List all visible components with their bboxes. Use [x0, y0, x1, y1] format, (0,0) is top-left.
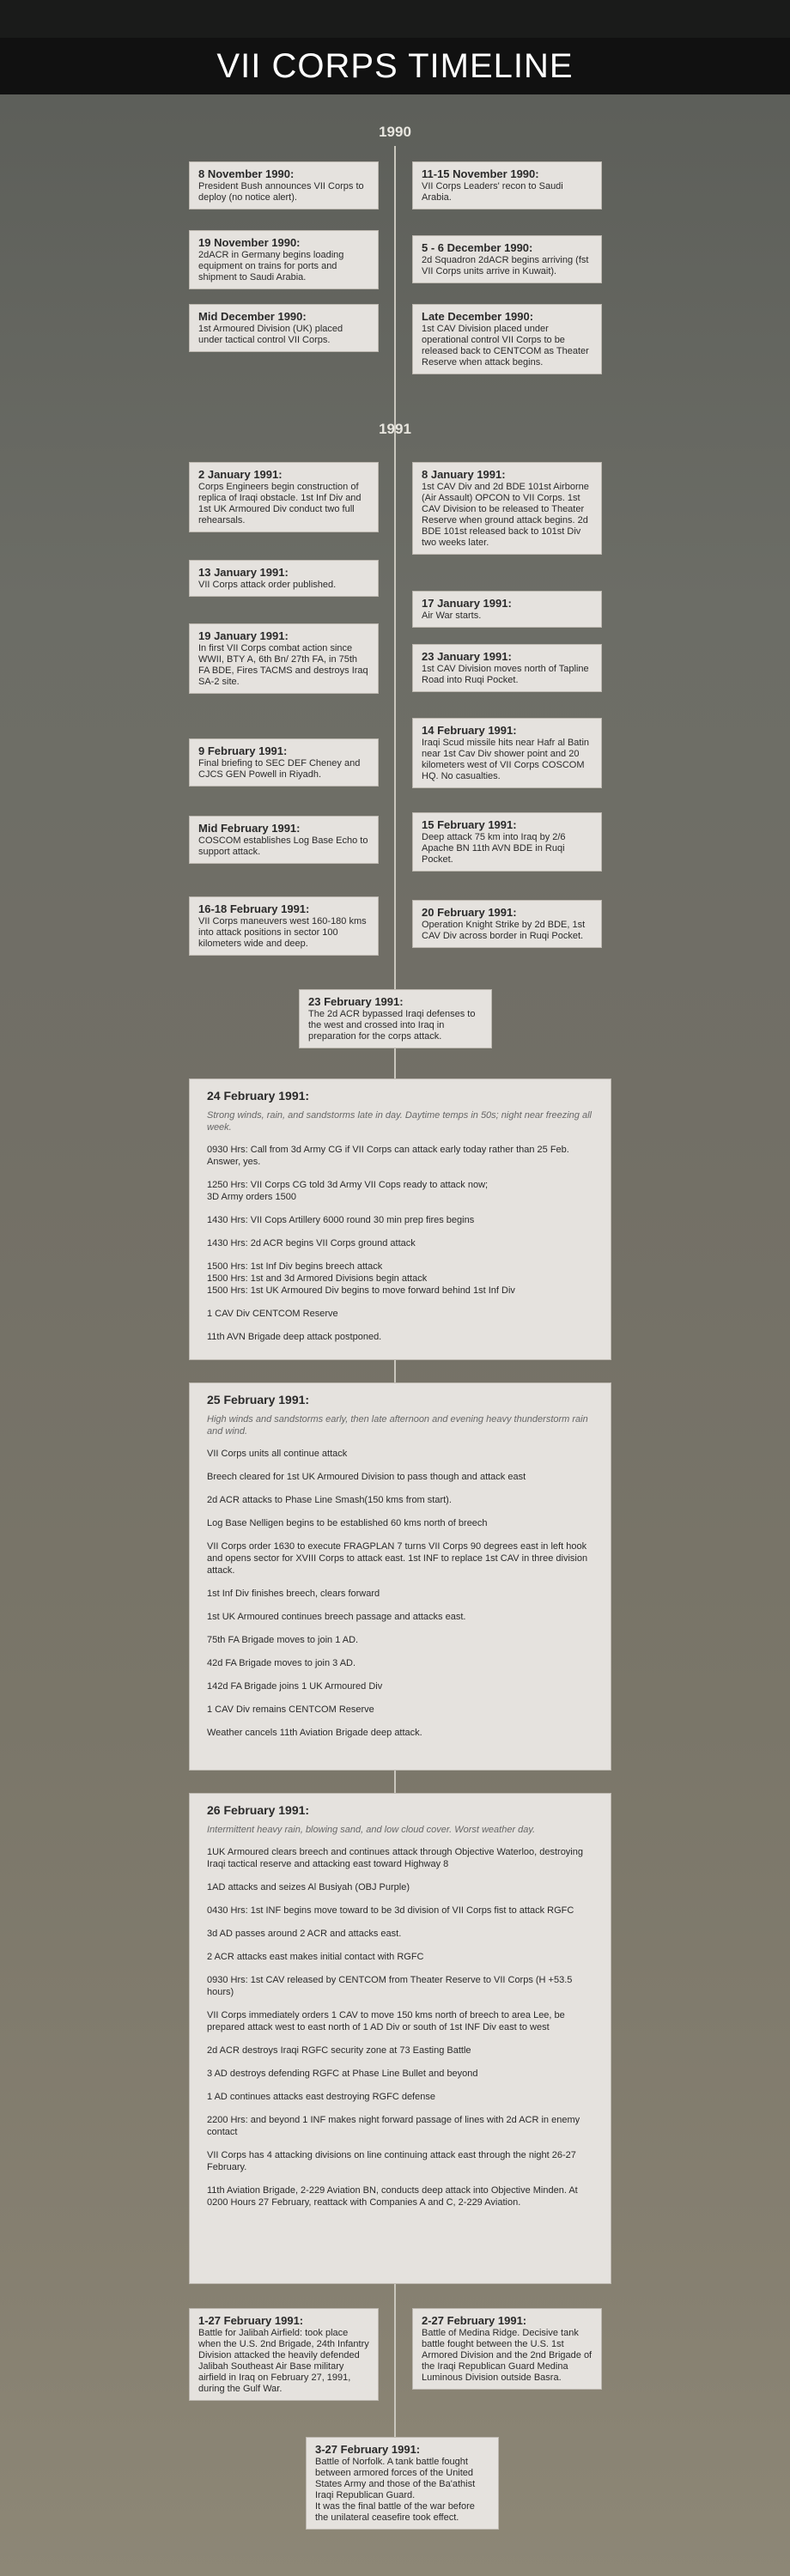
event-card: [189, 304, 379, 352]
event-card: [412, 900, 602, 948]
event-date: 19 November 1990:: [198, 236, 301, 249]
event-text: VII Corps Leaders' recon to Saudi Arabia.: [422, 181, 563, 203]
event-text: 1st CAV Division placed under operational control VII Corps to be released back to CENTCOM as Theater Reserve when attack begins.: [422, 324, 589, 368]
event-text: Battle for Jalibah Airfield: took place when the U.S. 2nd Brigade, 24th Infantry Division attacked the heavily defended Jalibah Southeast Air Base military airfield in Iraq on February 27, 1991, during the Gulf War.: [198, 2328, 369, 2394]
timeline-entry: 3d AD passes around 2 ACR and attacks east.: [207, 1929, 402, 1939]
event-text: VII Corps attack order published.: [198, 580, 337, 590]
timeline-entry: VII Corps units all continue attack: [207, 1449, 348, 1459]
event-text: Air War starts.: [422, 611, 482, 621]
event-text: Operation Knight Strike by 2d BDE, 1st CAV Div across border in Ruqi Pocket.: [422, 920, 586, 941]
event-date: 5 - 6 December 1990:: [422, 241, 533, 254]
event-text: In first VII Corps combat action since WWII, BTY A, 6th Bn/ 27th FA, in 75th FA BDE, Fires TACMS and destroys Iraq SA-2 site.: [198, 643, 368, 687]
weather-note: High winds and sandstorms early, then late afternoon and evening heavy thunderstorm rain and wind.: [207, 1414, 588, 1437]
day-card-feb24: [189, 1078, 611, 1360]
timeline-entry: 0930 Hrs: Call from 3d Army CG if VII Corps can attack early today rather than 25 Feb. Answer, yes.: [207, 1145, 569, 1167]
timeline-entry: 11th AVN Brigade deep attack postponed.: [207, 1332, 382, 1342]
timeline-entry: VII Corps has 4 attacking divisions on line continuing attack east through the night 26-27 February.: [207, 2150, 576, 2172]
event-text: President Bush announces VII Corps to deploy (no notice alert).: [198, 181, 364, 203]
timeline-entry: 142d FA Brigade joins 1 UK Armoured Div: [207, 1681, 383, 1692]
day-date: 25 February 1991:: [207, 1393, 310, 1406]
timeline-entry: 1250 Hrs: VII Corps CG told 3d Army VII Cops ready to attack now; 3D Army orders 1500: [207, 1180, 489, 1202]
event-date: 3-27 February 1991:: [315, 2443, 421, 2456]
event-text: COSCOM establishes Log Base Echo to support attack.: [198, 835, 368, 857]
event-date: 1-27 February 1991:: [198, 2314, 304, 2327]
event-text: Battle of Medina Ridge. Decisive tank battle fought between the U.S. 1st Armored Division and the 2nd Brigade of the Iraqi Republican Guard Medina Luminous Division outside Basra.: [422, 2328, 592, 2383]
event-date: 23 February 1991:: [308, 995, 404, 1008]
event-card: [412, 812, 602, 872]
timeline-entry: 3 AD destroys defending RGFC at Phase Line Bullet and beyond: [207, 2069, 478, 2079]
event-date: 13 January 1991:: [198, 566, 289, 579]
event-text: Deep attack 75 km into Iraq by 2/6 Apache BN 11th AVN BDE in Ruqi Pocket.: [422, 832, 566, 865]
timeline-entry: Weather cancels 11th Aviation Brigade deep attack.: [207, 1728, 422, 1738]
event-date: Mid February 1991:: [198, 822, 301, 835]
timeline-entry: Log Base Nelligen begins to be established 60 kms north of breech: [207, 1518, 488, 1528]
event-date: 8 January 1991:: [422, 468, 506, 481]
day-card-feb25: [189, 1382, 611, 1771]
event-date: Late December 1990:: [422, 310, 534, 323]
event-card: [412, 304, 602, 374]
day-date: 24 February 1991:: [207, 1089, 310, 1103]
year-heading: 1991: [379, 421, 411, 437]
event-date: 11-15 November 1990:: [422, 167, 539, 180]
timeline-entry: VII Corps order 1630 to execute FRAGPLAN 7 turns VII Corps 90 degrees east in left hook and opens sector for XVIII Corps to attack east. 1st INF to replace 1st CAV in three division attack.: [207, 1541, 588, 1576]
event-card: [412, 718, 602, 788]
battle-card: [189, 2308, 379, 2401]
event-card: [189, 816, 379, 864]
event-date: 20 February 1991:: [422, 906, 517, 919]
event-date: 15 February 1991:: [422, 818, 517, 831]
timeline-entry: 1st Inf Div finishes breech, clears forward: [207, 1589, 380, 1599]
day-card-feb26: [189, 1793, 611, 2284]
timeline-entry: 0430 Hrs: 1st INF begins move toward to be 3d division of VII Corps fist to attack RGFC: [207, 1905, 574, 1916]
timeline-entry: 1500 Hrs: 1st Inf Div begins breech attack 1500 Hrs: 1st and 3d Armored Divisions begin attack 1500 Hrs: 1st UK Armoured Div begins to move forward behind 1st Inf Div: [207, 1261, 515, 1296]
event-text: 1st CAV Division moves north of Tapline Road into Ruqi Pocket.: [422, 664, 589, 685]
event-card: [412, 591, 602, 628]
timeline-entry: 1UK Armoured clears breech and continues attack through Objective Waterloo, destroying Iraqi tactical reserve and attacking east toward Highway 8: [207, 1847, 583, 1869]
timeline-entry: 2d ACR attacks to Phase Line Smash(150 kms from start).: [207, 1495, 452, 1505]
timeline-entry: 1 CAV Div CENTCOM Reserve: [207, 1309, 338, 1319]
event-text: Battle of Norfolk. A tank battle fought between armored forces of the United States Army and those of the Ba'athist Iraqi Republican Guard. It was the final battle of the war before the unilateral ceasefire took effect.: [315, 2457, 476, 2523]
event-card: [189, 161, 379, 210]
event-text: Iraqi Scud missile hits near Hafr al Batin near 1st Cav Div shower point and 20 kilometers west of VII Corps COSCOM HQ. No casualties.: [422, 738, 590, 781]
event-date: 14 February 1991:: [422, 724, 517, 737]
timeline-entry: 2 ACR attacks east makes initial contact with RGFC: [207, 1952, 424, 1962]
event-card: [299, 989, 492, 1048]
event-date: 9 February 1991:: [198, 744, 288, 757]
event-date: 8 November 1990:: [198, 167, 295, 180]
timeline-entry: Breech cleared for 1st UK Armoured Division to pass though and attack east: [207, 1472, 526, 1482]
event-text: 1st CAV Div and 2d BDE 101st Airborne (Air Assault) OPCON to VII Corps. 1st CAV Division to be released to Theater Reserve when ground attack begins. 2d BDE 101st released back to 101st Div two weeks later.: [422, 482, 589, 548]
event-text: The 2d ACR bypassed Iraqi defenses to the west and crossed into Iraq in preparation for the corps attack.: [308, 1009, 476, 1042]
timeline-entry: 0930 Hrs: 1st CAV released by CENTCOM from Theater Reserve to VII Corps (H +53.5 hours): [207, 1975, 573, 1997]
timeline-entry: 1st UK Armoured continues breech passage and attacks east.: [207, 1612, 466, 1622]
event-text: 2d Squadron 2dACR begins arriving (fst VII Corps units arrive in Kuwait).: [422, 255, 589, 276]
event-card: [412, 235, 602, 283]
event-text: 1st Armoured Division (UK) placed under tactical control VII Corps.: [198, 324, 343, 345]
timeline-entry: 42d FA Brigade moves to join 3 AD.: [207, 1658, 356, 1668]
timeline-entry: 1 AD continues attacks east destroying RGFC defense: [207, 2092, 435, 2102]
event-date: 19 January 1991:: [198, 629, 289, 642]
timeline-entry: 1 CAV Div remains CENTCOM Reserve: [207, 1704, 374, 1715]
timeline-entry: 75th FA Brigade moves to join 1 AD.: [207, 1635, 359, 1645]
event-date: Mid December 1990:: [198, 310, 307, 323]
day-date: 26 February 1991:: [207, 1803, 310, 1817]
event-card: [189, 896, 379, 956]
year-heading: 1990: [379, 124, 411, 140]
event-card: [189, 738, 379, 787]
timeline-entry: 2d ACR destroys Iraqi RGFC security zone at 73 Easting Battle: [207, 2045, 471, 2056]
weather-note: Intermittent heavy rain, blowing sand, and low cloud cover. Worst weather day.: [207, 1825, 536, 1835]
timeline-entry: 2200 Hrs: and beyond 1 INF makes night forward passage of lines with 2d ACR in enemy contact: [207, 2115, 580, 2137]
event-card: [412, 161, 602, 210]
event-date: 16-18 February 1991:: [198, 902, 310, 915]
day-items: [207, 1448, 593, 1739]
event-date: 23 January 1991:: [422, 650, 512, 663]
event-text: Final briefing to SEC DEF Cheney and CJCS GEN Powell in Riyadh.: [198, 758, 361, 780]
event-card: [189, 462, 379, 532]
event-text: VII Corps maneuvers west 160-180 kms into attack positions in sector 100 kilometers wide and deep.: [198, 916, 367, 949]
day-items: [207, 1144, 593, 1343]
battle-card: [412, 2308, 602, 2390]
event-text: 2dACR in Germany begins loading equipment on trains for ports and shipment to Saudi Arabia.: [198, 250, 344, 283]
event-card: [189, 560, 379, 597]
timeline-entry: 11th Aviation Brigade, 2-229 Aviation BN, conducts deep attack into Objective Minden. At 0200 Hours 27 February, reattack with Companies A and C, 2-229 Aviation.: [207, 2185, 578, 2208]
page-title: VII CORPS TIMELINE: [0, 38, 790, 94]
event-card: [189, 623, 379, 694]
timeline-entry: 1AD attacks and seizes Al Busiyah (OBJ Purple): [207, 1882, 410, 1893]
timeline-entry: 1430 Hrs: VII Cops Artillery 6000 round 30 min prep fires begins: [207, 1215, 475, 1225]
battle-card: [306, 2437, 499, 2530]
event-card: [189, 230, 379, 289]
timeline-entry: 1430 Hrs: 2d ACR begins VII Corps ground attack: [207, 1238, 416, 1249]
day-items: [207, 1846, 593, 2208]
event-date: 2-27 February 1991:: [422, 2314, 527, 2327]
event-card: [412, 644, 602, 692]
event-card: [412, 462, 602, 555]
event-date: 17 January 1991:: [422, 597, 512, 610]
event-date: 2 January 1991:: [198, 468, 283, 481]
event-text: Corps Engineers begin construction of replica of Iraqi obstacle. 1st Inf Div and 1st UK Armoured Div conduct two full rehearsals.: [198, 482, 362, 526]
timeline-entry: VII Corps immediately orders 1 CAV to move 150 kms north of breech to area Lee, be prepared attack west to east north of 1 AD Div or south of 1st INF Div east to west: [207, 2010, 565, 2032]
weather-note: Strong winds, rain, and sandstorms late in day. Daytime temps in 50s; night near freezing all week.: [207, 1110, 592, 1133]
